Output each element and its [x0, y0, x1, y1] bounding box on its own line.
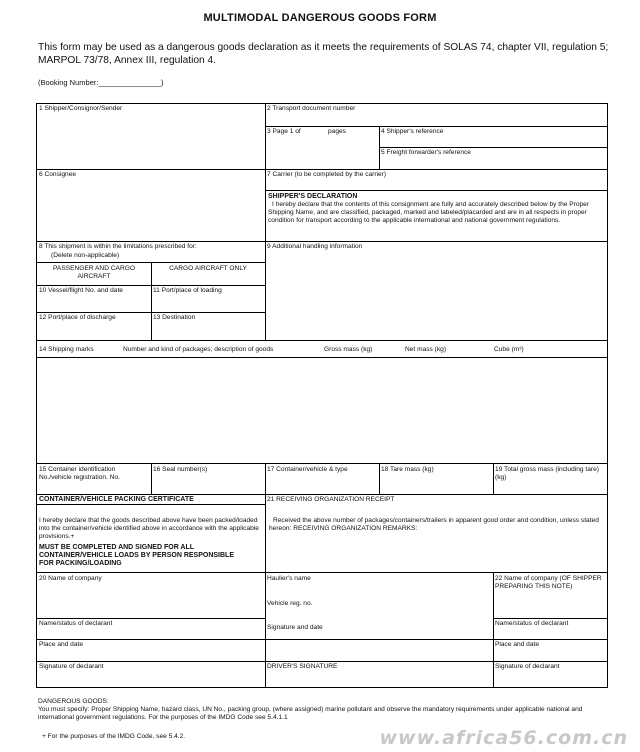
intro-text: This form may be used as a dangerous goods declaration as it meets the requirements of SOLAS 74, chapter VII, regulation 5; MARPOL 73/78, Annex III, regulation 4.: [38, 42, 609, 66]
name-status-left-label: Name/status of declarant: [39, 620, 113, 627]
certificate-text: I hereby declare that the goods described above have been packed/loaded into the container/vehicle identified above in accordance with the applicable provisions.+: [39, 517, 259, 541]
port-loading-label: 11 Port/place of loading: [153, 287, 222, 294]
receipt-text: Received the above number of packages/containers/trailers in apparent good order and condition, unless stated hereon: RECEIVING ORGANIZATION REMARKS:: [269, 517, 599, 533]
shipper-label: 1 Shipper/Consignor/Sender: [39, 105, 123, 112]
receipt-label: 21 RECEIVING ORGANIZATION RECEIPT: [267, 496, 395, 503]
declaration-title: SHIPPER'S DECLARATION: [268, 193, 358, 200]
certificate-title: CONTAINER/VEHICLE PACKING CERTIFICATE: [39, 496, 194, 503]
seal-label: 16 Seal number(s): [153, 466, 208, 473]
booking-number: (Booking Number:_______________): [38, 78, 164, 87]
destination-label: 13 Destination: [153, 314, 196, 321]
net-mass-label: Net mass (kg): [405, 346, 447, 353]
form-title: MULTIMODAL DANGEROUS GOODS FORM: [203, 12, 437, 24]
cargo-only-option[interactable]: CARGO AIRCRAFT ONLY: [169, 265, 247, 272]
watermark: www.africa56.com.cn: [379, 727, 628, 749]
declaration-text: I hereby declare that the contents of this consignment are fully and accurately described below by the Proper Shipping Name, and are classified, packaged, marked and labeled/placarded and are in all respects in proper condition for transport according to the applicable international and national government regulations.: [268, 201, 590, 225]
place-date-right-label: Place and date: [495, 641, 539, 648]
tare-label: 18 Tare mass (kg): [381, 466, 434, 473]
freight-reference-label: 5 Freight forwarder's reference: [381, 149, 471, 156]
carrier-label: 7 Carrier (to be completed by the carrier): [267, 171, 387, 178]
driver-signature-label: DRIVER'S SIGNATURE: [267, 663, 338, 670]
pages-label: pages: [328, 128, 346, 135]
shipper-reference-label: 4 Shipper's reference: [381, 128, 444, 135]
company-22-label: 22 Name of company (OF SHIPPER PREPARING THIS NOTE): [495, 575, 602, 591]
company-20-label: 20 Name of company: [39, 575, 102, 582]
place-date-left-label: Place and date: [39, 641, 83, 648]
delete-note: (Delete non-applicable): [51, 252, 120, 259]
packages-label: Number and kind of packages; description of goods: [123, 346, 274, 353]
vessel-label: 10 Vessel/flight No. and date: [39, 287, 123, 294]
footer-text: You must specify: Proper Shipping Name, hazard class, UN No., packing group, (where assigned) marine pollutant and observe the mandatory requirements under applicable national and international government regulations. For the purposes of the IMDG Code see 5.4.1.1: [38, 706, 583, 721]
handling-label: 9 Additional handling information: [267, 243, 363, 250]
page-label: 3 Page 1 of: [267, 128, 301, 135]
signature-left-label: Signature of declarant: [39, 663, 104, 670]
passenger-cargo-option[interactable]: PASSENGER AND CARGO AIRCRAFT: [53, 265, 135, 281]
certificate-must: MUST BE COMPLETED AND SIGNED FOR ALL CONTAINER/VEHICLE LOADS BY PERSON RESPONSIBLE FOR PACKING/LOADING: [39, 544, 234, 568]
transport-doc-label: 2 Transport document number: [267, 105, 356, 112]
footer-note: + For the purposes of the IMDG Code, see 5.4.2.: [42, 733, 186, 740]
container-id-label: 15 Container identification No./vehicle registration. No.: [39, 466, 120, 482]
consignee-label: 6 Consignee: [39, 171, 77, 178]
total-gross-label: 19 Total gross mass (including tare) (kg): [495, 466, 599, 482]
name-status-right-label: Name/status of declarant: [495, 620, 569, 627]
container-type-label: 17 Container/vehicle & type: [267, 466, 348, 473]
footer-heading: DANGEROUS GOODS:: [38, 698, 109, 705]
signature-date-label: Signature and date: [267, 624, 323, 631]
cube-label: Cube (m³): [494, 346, 524, 353]
vehicle-reg-label: Vehicle reg. no.: [267, 600, 313, 607]
limitations-label: 8 This shipment is within the limitations prescribed for:: [39, 243, 197, 250]
gross-mass-label: Gross mass (kg): [324, 346, 373, 353]
shipping-marks-label: 14 Shipping marks: [39, 346, 94, 353]
signature-right-label: Signature of declarant: [495, 663, 560, 670]
haulier-label: Haulier's name: [267, 575, 311, 582]
form-grid: [36, 103, 608, 688]
port-discharge-label: 12 Port/place of discharge: [39, 314, 116, 321]
